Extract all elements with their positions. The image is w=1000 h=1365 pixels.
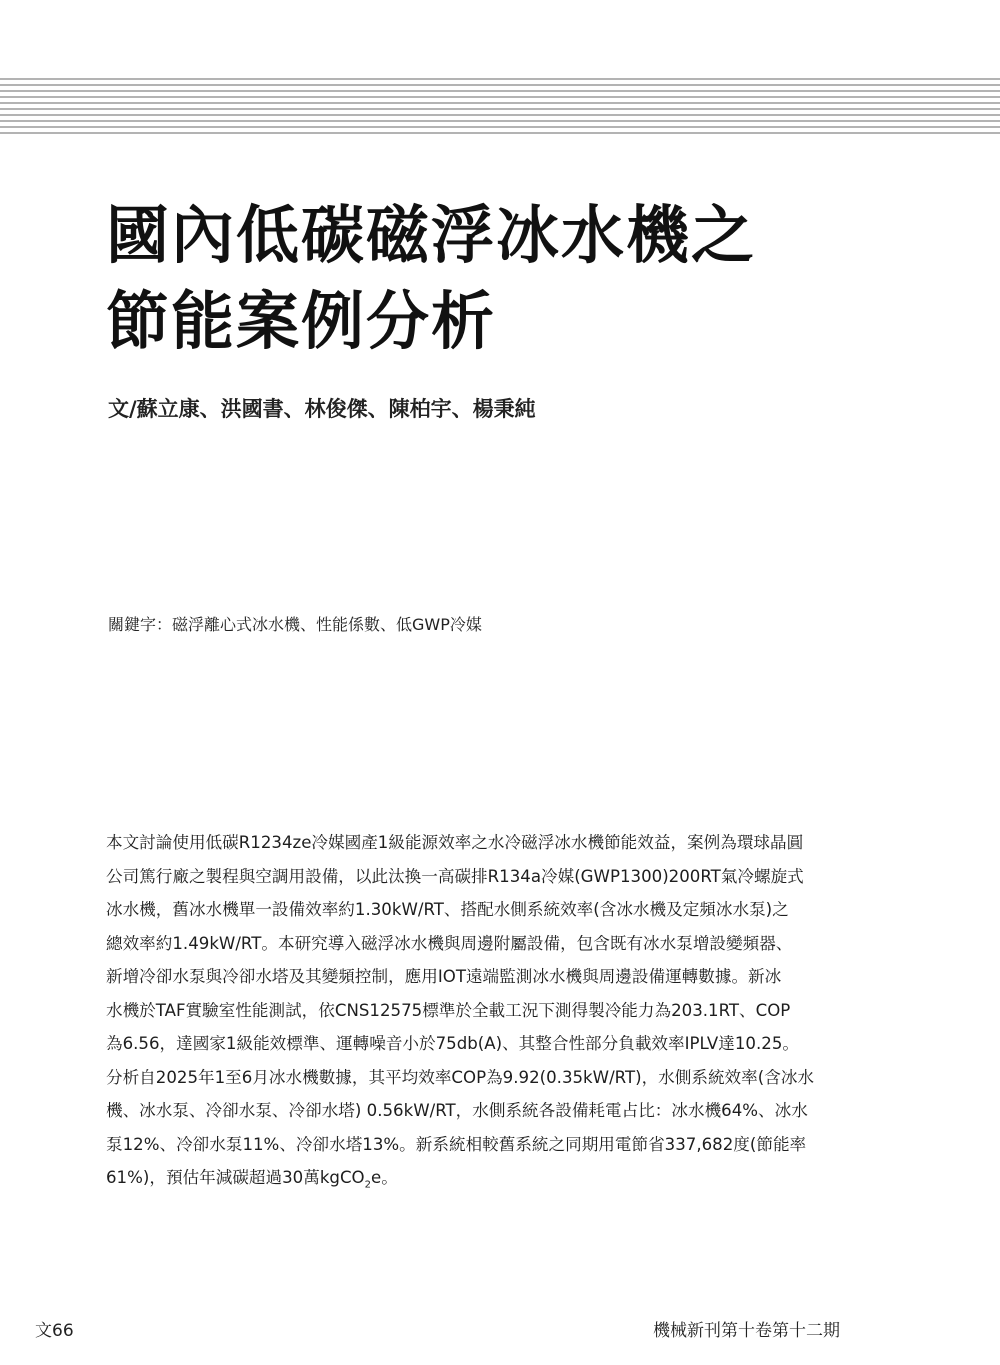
journal-name: 機械新刊第十卷第十二期	[653, 1321, 840, 1341]
abstract-last-line	[106, 1161, 840, 1195]
abstract-line: 水機於TAF實驗室性能測試，依CNS12575標準於全載工況下測得製冷能力為203.1RT、COP	[106, 1000, 791, 1020]
abstract-line: 公司篤行廠之製程與空調用設備，以此汰換一高碳排R134a冷媒(GWP1300)200RT氣冷螺旋式	[106, 866, 804, 886]
keywords-line: 關鍵字：磁浮離心式冰水機、性能係數、低GWP冷媒	[108, 615, 482, 634]
abstract-line: 機、冰水泵、冷卻水泵、冷卻水塔) 0.56kW/RT，水側系統各設備耗電占比：冰水機64%、冰水	[106, 1101, 808, 1120]
article-title	[106, 192, 906, 364]
abstract-line: 為6.56，達國家1級能效標準、運轉噪音小於75db(A)、其整合性部分負載效率IPLV達10.25。	[106, 1034, 799, 1053]
abstract-line: 本文討論使用低碳R1234ze冷媒國產1級能源效率之水冷磁浮冰水機節能效益，案例為環球晶圓	[106, 833, 804, 852]
co2-subscript: 2	[364, 1179, 371, 1191]
author-byline: 文/蘇立康、洪國書、林俊傑、陳柏宇、楊秉純	[108, 397, 536, 421]
article-title-line-1: 國內低碳磁浮冰水機之	[106, 198, 756, 272]
abstract-line: 冰水機，舊冰水機單一設備效率約1.30kW/RT、搭配水側系統效率(含冰水機及定頻冰水泵)之	[106, 900, 789, 919]
abstract-last-line-text: 61%)，預估年減碳超過30萬kgCO	[106, 1168, 365, 1187]
abstract-line: 總效率約1.49kW/RT。本研究導入磁浮冰水機與周邊附屬設備，包含既有冰水泵增設變頻器、	[106, 933, 793, 953]
abstract-line: 新增冷卻水泵與冷卻水塔及其變頻控制，應用IOT遠端監測冰水機與周邊設備運轉數據。新冰	[106, 967, 782, 986]
abstract-last-line-end: e。	[370, 1168, 398, 1187]
page-number: 文66	[35, 1321, 74, 1341]
abstract-line: 分析自2025年1至6月冰水機數據，其平均效率COP為9.92(0.35kW/RT)，水側系統效率(含冰水	[106, 1067, 815, 1087]
abstract-line: 泵12%、冷卻水泵11%、冷卻水塔13%。新系統相較舊系統之同期用電節省337,682度(節能率	[106, 1134, 807, 1154]
header-stripe-band	[0, 78, 1000, 138]
abstract-body	[106, 826, 840, 1195]
article-title-line-2: 節能案例分析	[106, 284, 496, 358]
